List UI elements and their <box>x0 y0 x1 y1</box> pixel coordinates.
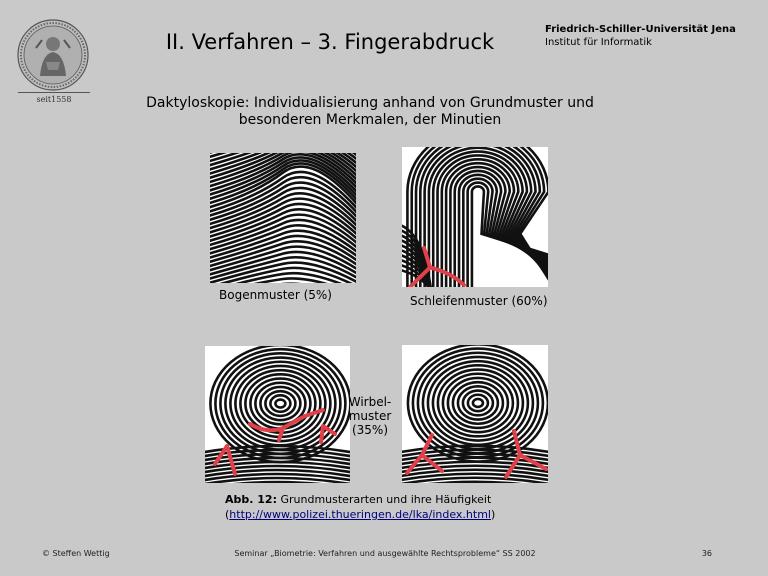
whorl-label-line-2: muster <box>348 409 392 423</box>
seal-caption: seit1558 <box>36 95 72 104</box>
footer-author: © Steffen Wettig <box>42 549 110 558</box>
subtitle-line-2: besonderen Merkmalen, der Minutien <box>238 112 502 128</box>
whorl-fingerprint-image-2 <box>402 345 548 483</box>
institute-name: Institut für Informatik <box>545 37 652 48</box>
loop-fingerprint-image <box>402 147 548 287</box>
figure-caption-prefix: Abb. 12: <box>225 493 277 506</box>
figure-caption <box>225 492 495 522</box>
close-paren: ) <box>490 508 496 521</box>
whorl-label-line-3: (35%) <box>351 423 389 437</box>
figure-caption-text: Grundmusterarten und ihre Häufigkeit <box>276 493 492 506</box>
whorl-label-line-1: Wirbel- <box>348 395 392 409</box>
whorl-fingerprint-image <box>205 346 350 483</box>
seal-divider <box>18 92 90 93</box>
slide-subtitle <box>140 95 600 129</box>
whorl-pattern-label <box>348 395 392 437</box>
arch-fingerprint-image <box>210 153 356 283</box>
subtitle-line-1: Daktyloskopie: Individualisierung anhand von Grundmuster und <box>146 95 594 111</box>
open-paren: ( <box>225 508 230 521</box>
arch-pattern-label: Bogenmuster (5%) <box>219 288 332 302</box>
university-name: Friedrich-Schiller-Universität Jena <box>545 24 736 35</box>
source-link[interactable]: http://www.polizei.thueringen.de/lka/index.html <box>229 508 491 521</box>
loop-pattern-label: Schleifenmuster (60%) <box>410 294 548 308</box>
university-seal <box>16 18 90 92</box>
footer-seminar: Seminar „Biometrie: Verfahren und ausgewählte Rechtsprobleme“ SS 2002 <box>234 549 536 558</box>
page-number: 36 <box>701 549 712 558</box>
slide-title: II. Verfahren – 3. Fingerabdruck <box>165 30 495 54</box>
